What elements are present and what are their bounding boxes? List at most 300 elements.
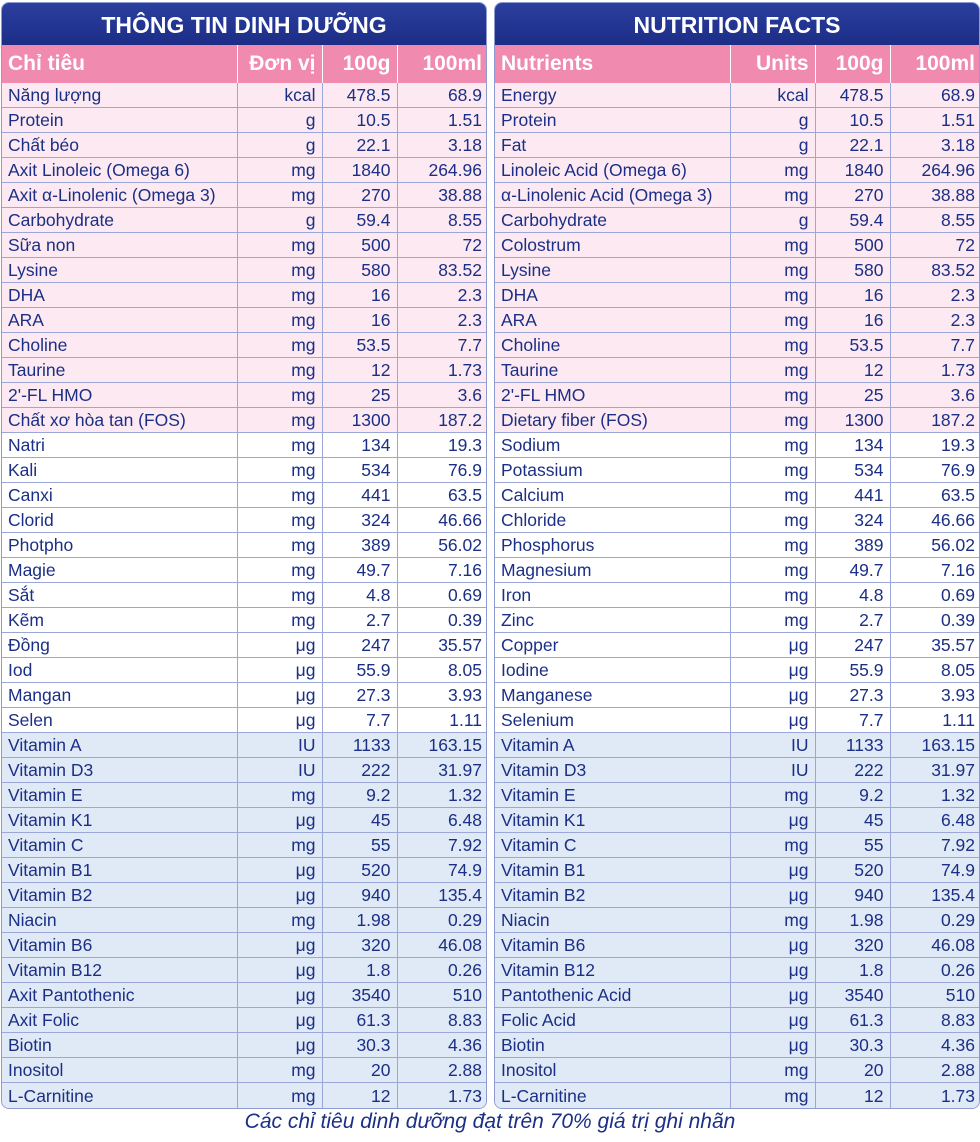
table-row	[2, 758, 487, 783]
value-per-100g: 441	[815, 483, 890, 508]
value-per-100ml: 7.7	[890, 333, 980, 358]
value-per-100ml: 2.3	[890, 283, 980, 308]
nutrient-name: Zinc	[495, 608, 730, 633]
table-row	[2, 708, 487, 733]
table-row	[2, 133, 487, 158]
nutrient-name: Copper	[495, 633, 730, 658]
header-unit: Units	[730, 45, 815, 83]
nutrient-name: Vitamin C	[495, 833, 730, 858]
table-row	[495, 108, 980, 133]
unit: μg	[730, 933, 815, 958]
nutrient-name: Manganese	[495, 683, 730, 708]
unit: μg	[237, 808, 322, 833]
unit: μg	[730, 883, 815, 908]
nutrient-name: Linoleic Acid (Omega 6)	[495, 158, 730, 183]
value-per-100ml: 38.88	[397, 183, 487, 208]
value-per-100ml: 135.4	[397, 883, 487, 908]
value-per-100ml: 4.36	[397, 1033, 487, 1058]
unit: mg	[730, 1058, 815, 1083]
table-row	[495, 658, 980, 683]
table-row	[495, 1033, 980, 1058]
value-per-100ml: 68.9	[890, 83, 980, 108]
header-per-100g: 100g	[322, 45, 397, 83]
value-per-100ml: 264.96	[890, 158, 980, 183]
value-per-100g: 1133	[815, 733, 890, 758]
unit: mg	[237, 258, 322, 283]
nutrient-name: Potassium	[495, 458, 730, 483]
unit: mg	[730, 1083, 815, 1108]
nutrient-name: Vitamin B12	[2, 958, 237, 983]
nutrient-name: Axit α-Linolenic (Omega 3)	[2, 183, 237, 208]
nutrient-name: Chloride	[495, 508, 730, 533]
table-row	[495, 133, 980, 158]
value-per-100ml: 0.69	[397, 583, 487, 608]
value-per-100g: 1.98	[815, 908, 890, 933]
table-row	[495, 758, 980, 783]
nutrient-name: Calcium	[495, 483, 730, 508]
table-row	[495, 983, 980, 1008]
unit: μg	[730, 658, 815, 683]
value-per-100g: 270	[815, 183, 890, 208]
table-row	[495, 858, 980, 883]
unit: g	[730, 208, 815, 233]
nutrient-name: Niacin	[495, 908, 730, 933]
value-per-100ml: 35.57	[890, 633, 980, 658]
value-per-100ml: 31.97	[890, 758, 980, 783]
nutrient-name: Axit Linoleic (Omega 6)	[2, 158, 237, 183]
unit: mg	[237, 558, 322, 583]
value-per-100ml: 163.15	[397, 733, 487, 758]
value-per-100g: 389	[815, 533, 890, 558]
table-row	[495, 908, 980, 933]
unit: mg	[730, 333, 815, 358]
table-row	[2, 508, 487, 533]
table-header-row	[2, 45, 487, 83]
table-row	[495, 833, 980, 858]
table-row	[495, 308, 980, 333]
table-row	[495, 358, 980, 383]
value-per-100g: 222	[322, 758, 397, 783]
value-per-100ml: 38.88	[890, 183, 980, 208]
nutrition-table	[495, 45, 980, 1108]
unit: g	[237, 208, 322, 233]
nutrient-name: Sắt	[2, 583, 237, 608]
table-row	[495, 258, 980, 283]
unit: mg	[730, 833, 815, 858]
value-per-100ml: 163.15	[890, 733, 980, 758]
unit: mg	[237, 508, 322, 533]
value-per-100g: 134	[322, 433, 397, 458]
value-per-100ml: 2.88	[397, 1058, 487, 1083]
unit: mg	[237, 383, 322, 408]
value-per-100g: 22.1	[322, 133, 397, 158]
footnote: Các chỉ tiêu dinh dưỡng đạt trên 70% giá trị ghi nhãn	[244, 1110, 736, 1133]
header-per-100ml: 100ml	[890, 45, 980, 83]
value-per-100ml: 3.18	[397, 133, 487, 158]
value-per-100g: 12	[322, 1083, 397, 1108]
unit: mg	[237, 1058, 322, 1083]
value-per-100g: 27.3	[322, 683, 397, 708]
table-row	[495, 1058, 980, 1083]
value-per-100g: 53.5	[322, 333, 397, 358]
nutrient-name: Mangan	[2, 683, 237, 708]
unit: mg	[237, 583, 322, 608]
nutrient-name: α-Linolenic Acid (Omega 3)	[495, 183, 730, 208]
table-row	[2, 158, 487, 183]
nutrient-name: Sữa non	[2, 233, 237, 258]
nutrient-name: Energy	[495, 83, 730, 108]
unit: mg	[237, 358, 322, 383]
nutrient-name: Protein	[495, 108, 730, 133]
value-per-100g: 12	[815, 358, 890, 383]
table-row	[495, 533, 980, 558]
table-row	[2, 383, 487, 408]
unit: μg	[730, 1008, 815, 1033]
table-row	[2, 483, 487, 508]
value-per-100g: 27.3	[815, 683, 890, 708]
unit: μg	[237, 658, 322, 683]
table-row	[2, 83, 487, 108]
nutrient-name: Folic Acid	[495, 1008, 730, 1033]
nutrient-name: Vitamin B12	[495, 958, 730, 983]
nutrient-name: Choline	[2, 333, 237, 358]
unit: mg	[237, 308, 322, 333]
unit: mg	[237, 333, 322, 358]
table-row	[2, 1033, 487, 1058]
unit: IU	[730, 758, 815, 783]
nutrient-name: Vitamin K1	[495, 808, 730, 833]
table-row	[495, 708, 980, 733]
value-per-100g: 22.1	[815, 133, 890, 158]
value-per-100ml: 135.4	[890, 883, 980, 908]
unit: μg	[730, 633, 815, 658]
table-row	[2, 683, 487, 708]
nutrient-name: Iodine	[495, 658, 730, 683]
nutrient-name: Vitamin B6	[495, 933, 730, 958]
table-row	[495, 783, 980, 808]
unit: μg	[730, 858, 815, 883]
value-per-100ml: 1.51	[397, 108, 487, 133]
value-per-100ml: 264.96	[397, 158, 487, 183]
unit: IU	[730, 733, 815, 758]
value-per-100ml: 3.93	[397, 683, 487, 708]
value-per-100ml: 2.88	[890, 1058, 980, 1083]
value-per-100ml: 46.08	[890, 933, 980, 958]
value-per-100ml: 63.5	[397, 483, 487, 508]
unit: mg	[730, 783, 815, 808]
nutrient-name: Niacin	[2, 908, 237, 933]
table-row	[495, 608, 980, 633]
value-per-100ml: 1.11	[397, 708, 487, 733]
table-row	[495, 483, 980, 508]
value-per-100ml: 19.3	[890, 433, 980, 458]
unit: μg	[730, 683, 815, 708]
nutrient-name: DHA	[495, 283, 730, 308]
table-row	[2, 858, 487, 883]
value-per-100g: 247	[322, 633, 397, 658]
value-per-100ml: 0.26	[397, 958, 487, 983]
value-per-100ml: 510	[397, 983, 487, 1008]
nutrient-name: Axit Folic	[2, 1008, 237, 1033]
value-per-100ml: 0.39	[890, 608, 980, 633]
table-row	[495, 508, 980, 533]
value-per-100g: 1840	[322, 158, 397, 183]
nutrition-table	[2, 45, 487, 1108]
value-per-100g: 49.7	[322, 558, 397, 583]
value-per-100g: 247	[815, 633, 890, 658]
unit: μg	[730, 958, 815, 983]
value-per-100ml: 76.9	[397, 458, 487, 483]
value-per-100ml: 19.3	[397, 433, 487, 458]
unit: mg	[237, 158, 322, 183]
value-per-100g: 45	[322, 808, 397, 833]
unit: μg	[237, 1008, 322, 1033]
value-per-100g: 389	[322, 533, 397, 558]
value-per-100g: 10.5	[815, 108, 890, 133]
unit: mg	[237, 783, 322, 808]
value-per-100g: 16	[815, 308, 890, 333]
table-row	[2, 108, 487, 133]
nutrient-name: Iron	[495, 583, 730, 608]
table-row	[2, 283, 487, 308]
value-per-100g: 4.8	[322, 583, 397, 608]
value-per-100ml: 83.52	[397, 258, 487, 283]
table-row	[2, 558, 487, 583]
value-per-100g: 940	[322, 883, 397, 908]
value-per-100g: 55.9	[322, 658, 397, 683]
table-row	[2, 308, 487, 333]
table-row	[2, 958, 487, 983]
header-per-100ml: 100ml	[397, 45, 487, 83]
nutrient-name: Vitamin C	[2, 833, 237, 858]
table-row	[2, 208, 487, 233]
value-per-100g: 324	[815, 508, 890, 533]
unit: mg	[237, 608, 322, 633]
value-per-100g: 12	[815, 1083, 890, 1108]
value-per-100ml: 7.92	[890, 833, 980, 858]
table-row	[495, 83, 980, 108]
nutrient-name: Vitamin B1	[495, 858, 730, 883]
value-per-100g: 55.9	[815, 658, 890, 683]
value-per-100ml: 1.11	[890, 708, 980, 733]
table-row	[2, 233, 487, 258]
nutrient-name: ARA	[2, 308, 237, 333]
nutrient-name: Vitamin A	[2, 733, 237, 758]
nutrient-name: Vitamin D3	[2, 758, 237, 783]
unit: g	[237, 133, 322, 158]
value-per-100g: 478.5	[815, 83, 890, 108]
nutrient-name: Dietary fiber (FOS)	[495, 408, 730, 433]
nutrient-name: Iod	[2, 658, 237, 683]
value-per-100g: 1.98	[322, 908, 397, 933]
value-per-100ml: 4.36	[890, 1033, 980, 1058]
table-row	[495, 958, 980, 983]
table-row	[495, 583, 980, 608]
value-per-100g: 1133	[322, 733, 397, 758]
nutrient-name: Chất béo	[2, 133, 237, 158]
unit: mg	[730, 608, 815, 633]
nutrient-name: Vitamin K1	[2, 808, 237, 833]
value-per-100ml: 72	[890, 233, 980, 258]
value-per-100g: 3540	[322, 983, 397, 1008]
unit: mg	[730, 483, 815, 508]
value-per-100g: 59.4	[322, 208, 397, 233]
unit: mg	[730, 583, 815, 608]
nutrient-name: Vitamin E	[2, 783, 237, 808]
nutrient-name: Chất xơ hòa tan (FOS)	[2, 408, 237, 433]
value-per-100g: 2.7	[815, 608, 890, 633]
table-row	[495, 233, 980, 258]
header-unit: Đơn vị	[237, 45, 322, 83]
value-per-100g: 30.3	[322, 1033, 397, 1058]
value-per-100ml: 2.3	[890, 308, 980, 333]
unit: μg	[730, 808, 815, 833]
table-row	[495, 633, 980, 658]
value-per-100ml: 8.83	[890, 1008, 980, 1033]
table-row	[495, 883, 980, 908]
nutrient-name: Biotin	[2, 1033, 237, 1058]
table-row	[2, 1058, 487, 1083]
value-per-100ml: 0.39	[397, 608, 487, 633]
table-row	[495, 433, 980, 458]
unit: mg	[237, 483, 322, 508]
nutrient-name: 2'-FL HMO	[2, 383, 237, 408]
value-per-100g: 59.4	[815, 208, 890, 233]
unit: mg	[730, 908, 815, 933]
value-per-100ml: 2.3	[397, 283, 487, 308]
nutrient-name: Magie	[2, 558, 237, 583]
table-row	[2, 583, 487, 608]
value-per-100ml: 510	[890, 983, 980, 1008]
value-per-100g: 534	[815, 458, 890, 483]
unit: mg	[730, 558, 815, 583]
unit: g	[237, 108, 322, 133]
value-per-100ml: 76.9	[890, 458, 980, 483]
unit: mg	[730, 258, 815, 283]
value-per-100g: 270	[322, 183, 397, 208]
value-per-100g: 1.8	[815, 958, 890, 983]
table-row	[495, 808, 980, 833]
value-per-100g: 9.2	[322, 783, 397, 808]
value-per-100ml: 72	[397, 233, 487, 258]
nutrient-name: Magnesium	[495, 558, 730, 583]
value-per-100g: 16	[322, 283, 397, 308]
table-row	[2, 633, 487, 658]
value-per-100g: 55	[815, 833, 890, 858]
nutrient-name: L-Carnitine	[2, 1083, 237, 1108]
unit: μg	[730, 708, 815, 733]
value-per-100ml: 83.52	[890, 258, 980, 283]
nutrient-name: Vitamin B2	[495, 883, 730, 908]
value-per-100g: 25	[322, 383, 397, 408]
table-row	[2, 808, 487, 833]
table-row	[2, 658, 487, 683]
header-nutrient: Chỉ tiêu	[2, 45, 237, 83]
table-row	[2, 408, 487, 433]
nutrient-name: Carbohydrate	[495, 208, 730, 233]
value-per-100ml: 0.29	[397, 908, 487, 933]
value-per-100ml: 63.5	[890, 483, 980, 508]
nutrient-name: Kali	[2, 458, 237, 483]
value-per-100g: 1300	[322, 408, 397, 433]
table-row	[2, 733, 487, 758]
value-per-100g: 45	[815, 808, 890, 833]
value-per-100ml: 187.2	[890, 408, 980, 433]
nutrient-name: Taurine	[2, 358, 237, 383]
nutrient-name: Lysine	[2, 258, 237, 283]
value-per-100ml: 3.6	[397, 383, 487, 408]
table-row	[2, 533, 487, 558]
nutrient-name: Đồng	[2, 633, 237, 658]
nutrient-name: Vitamin E	[495, 783, 730, 808]
value-per-100ml: 7.16	[890, 558, 980, 583]
unit: mg	[237, 833, 322, 858]
value-per-100ml: 46.66	[397, 508, 487, 533]
value-per-100g: 4.8	[815, 583, 890, 608]
nutrient-name: Kẽm	[2, 608, 237, 633]
nutrient-name: Pantothenic Acid	[495, 983, 730, 1008]
unit: mg	[730, 358, 815, 383]
unit: μg	[237, 883, 322, 908]
unit: μg	[237, 1033, 322, 1058]
unit: μg	[730, 983, 815, 1008]
value-per-100g: 534	[322, 458, 397, 483]
value-per-100ml: 8.05	[890, 658, 980, 683]
value-per-100ml: 8.05	[397, 658, 487, 683]
nutrient-name: Vitamin A	[495, 733, 730, 758]
table-row	[2, 258, 487, 283]
unit: mg	[730, 408, 815, 433]
nutrient-name: Lysine	[495, 258, 730, 283]
unit: μg	[237, 933, 322, 958]
header-nutrient: Nutrients	[495, 45, 730, 83]
value-per-100ml: 7.92	[397, 833, 487, 858]
unit: mg	[237, 1083, 322, 1108]
value-per-100g: 478.5	[322, 83, 397, 108]
nutrient-name: Vitamin B2	[2, 883, 237, 908]
unit: μg	[237, 683, 322, 708]
value-per-100ml: 8.55	[397, 208, 487, 233]
unit: kcal	[237, 83, 322, 108]
nutrient-name: Choline	[495, 333, 730, 358]
unit: mg	[730, 533, 815, 558]
table-row	[495, 158, 980, 183]
unit: mg	[730, 158, 815, 183]
nutrient-name: Natri	[2, 433, 237, 458]
value-per-100g: 500	[322, 233, 397, 258]
value-per-100ml: 74.9	[890, 858, 980, 883]
value-per-100ml: 1.73	[397, 1083, 487, 1108]
unit: mg	[730, 283, 815, 308]
unit: mg	[237, 233, 322, 258]
value-per-100g: 49.7	[815, 558, 890, 583]
unit: IU	[237, 758, 322, 783]
nutrient-name: Axit Pantothenic	[2, 983, 237, 1008]
table-row	[495, 683, 980, 708]
panel-title: THÔNG TIN DINH DƯỠNG	[2, 3, 486, 45]
value-per-100g: 12	[322, 358, 397, 383]
nutrient-name: L-Carnitine	[495, 1083, 730, 1108]
value-per-100g: 500	[815, 233, 890, 258]
value-per-100g: 320	[322, 933, 397, 958]
value-per-100ml: 7.7	[397, 333, 487, 358]
value-per-100g: 1840	[815, 158, 890, 183]
value-per-100g: 16	[322, 308, 397, 333]
value-per-100ml: 1.73	[890, 1083, 980, 1108]
nutrient-name: Inositol	[495, 1058, 730, 1083]
value-per-100ml: 0.29	[890, 908, 980, 933]
value-per-100g: 16	[815, 283, 890, 308]
